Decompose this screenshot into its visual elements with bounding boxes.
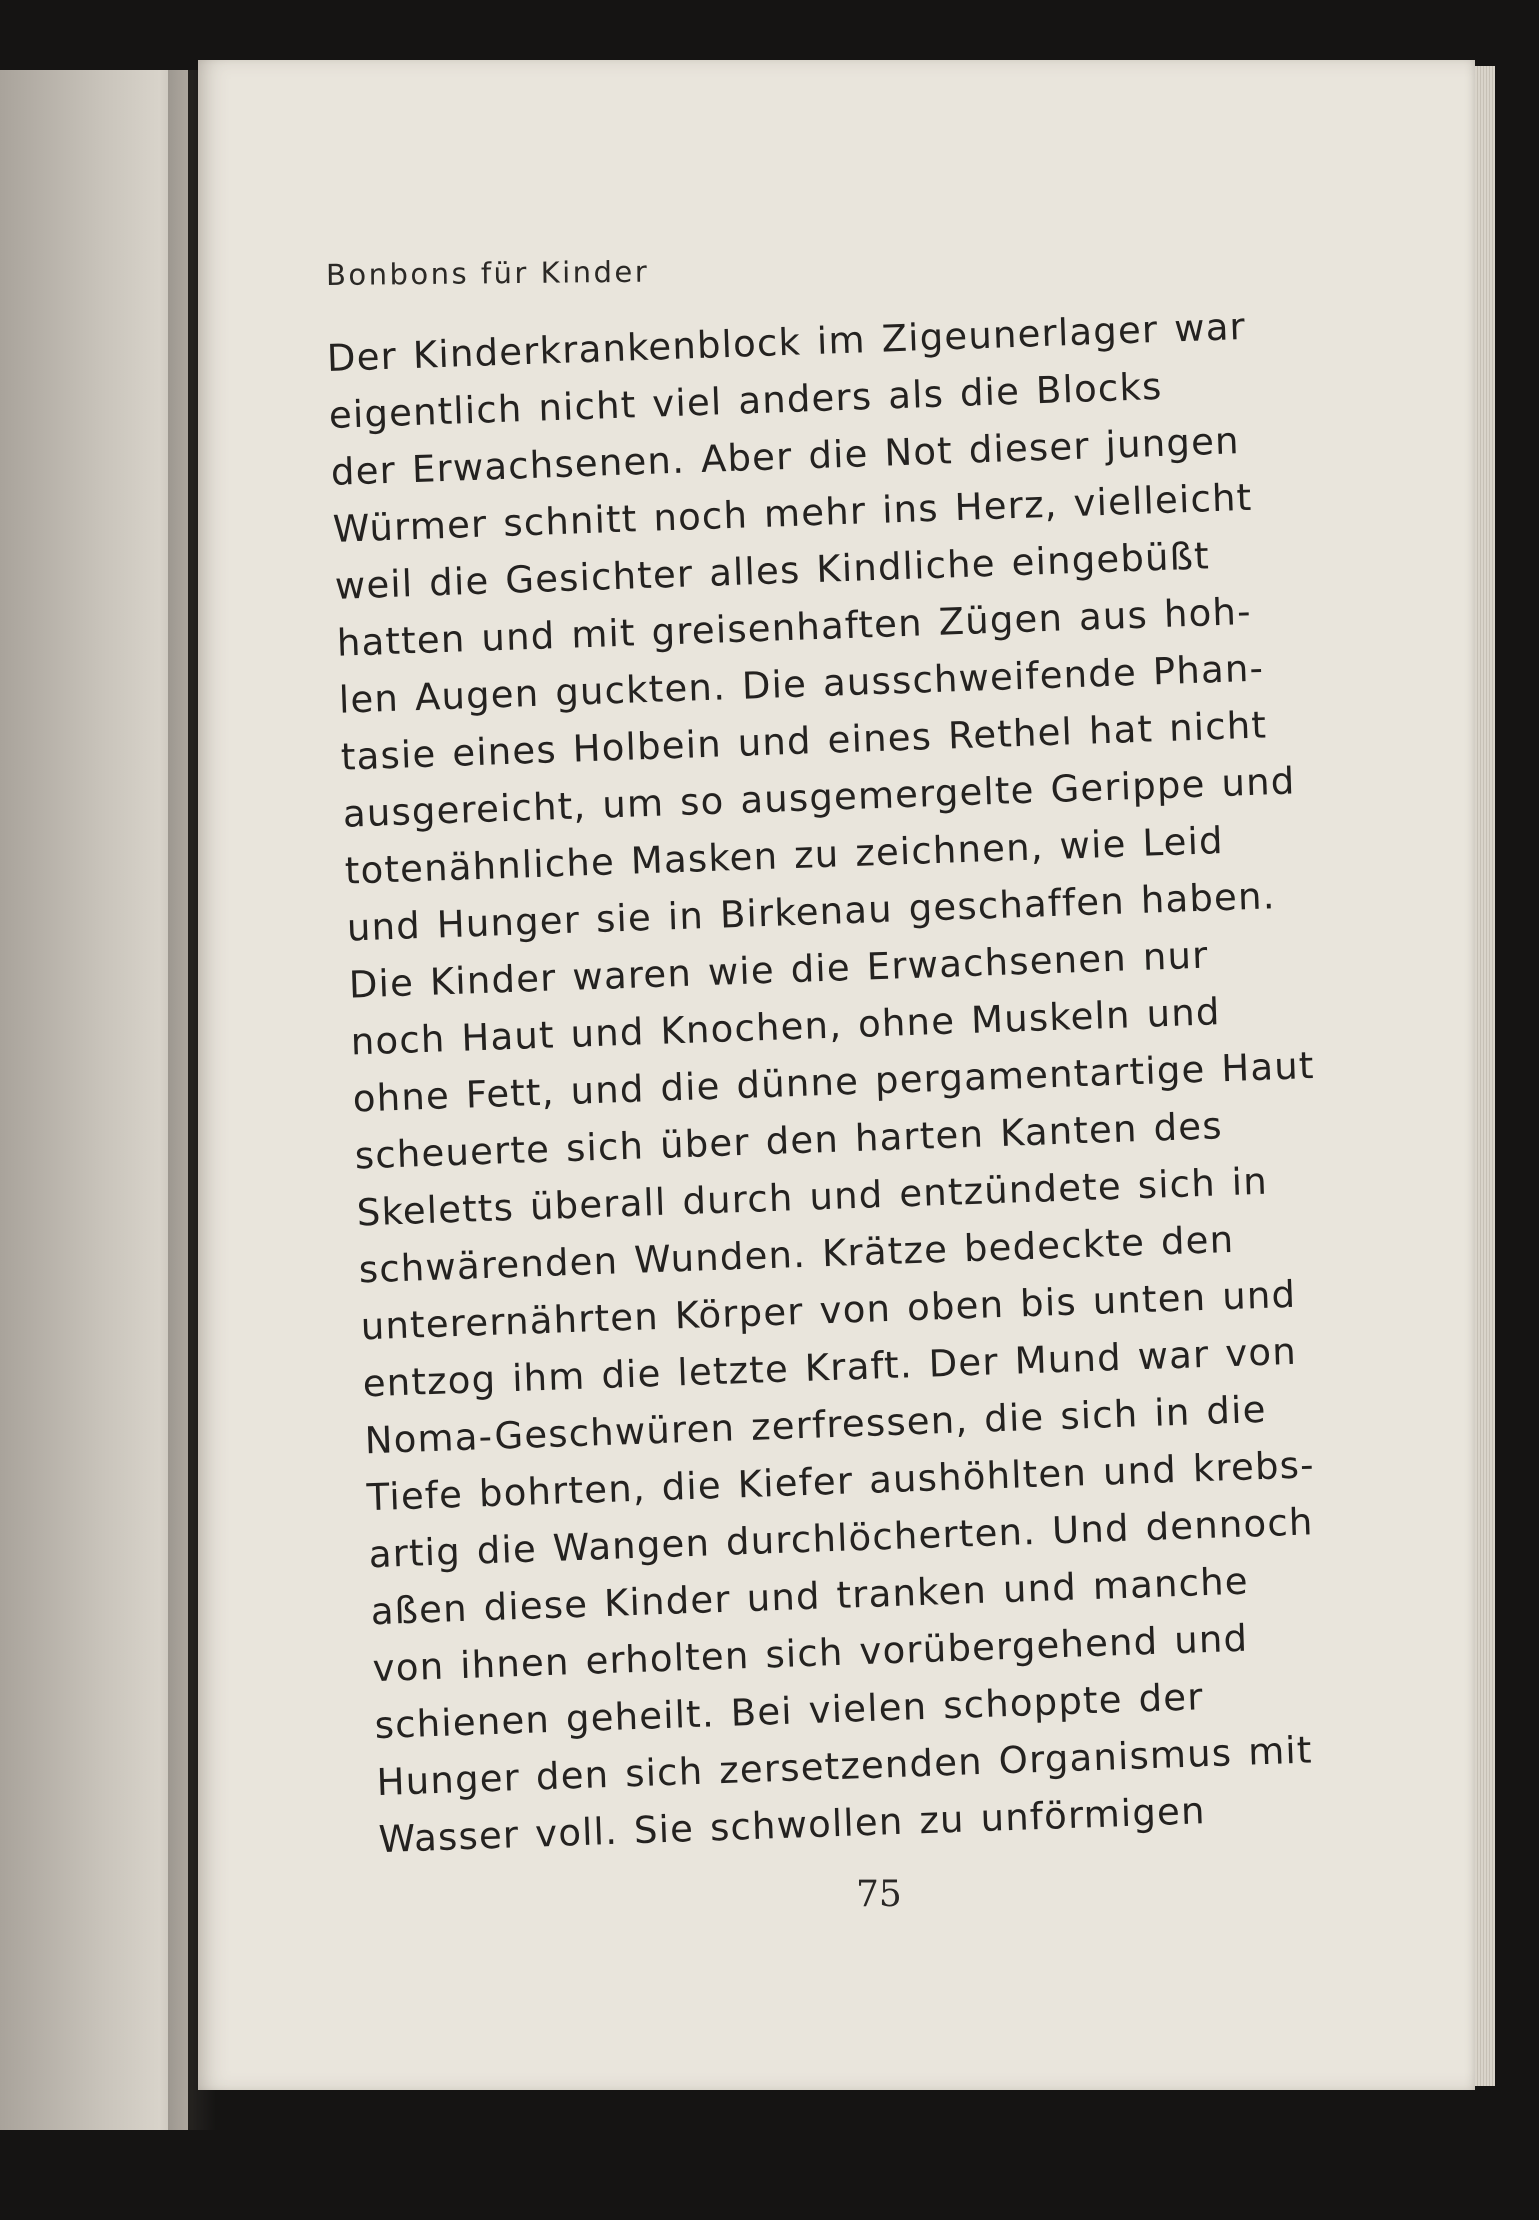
text-line: unterernährten Körper von oben bis unten und: [360, 1272, 1297, 1349]
text-line: Noma-Geschwüren zerfressen, die sich in die: [364, 1387, 1268, 1463]
text-line: eigentlich nicht viel anders als die Blocks: [328, 364, 1164, 437]
text-line: ausgereicht, um so ausgemergelte Gerippe und: [342, 759, 1297, 836]
running-head: Bonbons für Kinder: [325, 254, 650, 292]
text-line: Hunger den sich zersetzenden Organismus mit: [375, 1728, 1314, 1805]
text-line: Skeletts überall durch und entzündete sich in: [356, 1159, 1269, 1235]
text-line: ohne Fett, und die dünne pergamentartige Haut: [352, 1043, 1316, 1121]
text-line: noch Haut und Knochen, ohne Muskeln und: [350, 990, 1222, 1064]
text-line: Die Kinder waren wie die Erwachsenen nur: [348, 933, 1210, 1007]
text-line: Wasser voll. Sie schwollen zu unförmigen: [377, 1789, 1207, 1862]
text-line: tasie eines Holbein und eines Rethel hat nicht: [340, 703, 1268, 779]
text-line: Der Kinderkrankenblock im Zigeunerlager war: [326, 304, 1247, 380]
text-line: totenähnliche Masken zu zeichnen, wie Leid: [344, 818, 1225, 893]
text-line: hatten und mit greisenhaften Zügen aus hoh-: [336, 589, 1253, 665]
text-line: Tiefe bohrten, die Kiefer aushöhlten und krebs-: [366, 1443, 1316, 1520]
left-page: [0, 70, 188, 2130]
text-line: entzog ihm die letzte Kraft. Der Mund war von: [362, 1329, 1298, 1406]
text-line: scheuerte sich über den harten Kanten des: [354, 1104, 1224, 1178]
text-line: Würmer schnitt noch mehr ins Herz, vielleicht: [332, 475, 1254, 551]
text-line: von ihnen erholten sich vorübergehend und: [371, 1616, 1249, 1691]
page-edge: [1475, 66, 1495, 2086]
text-line: aßen diese Kinder und tranken und manche: [370, 1559, 1250, 1634]
text-line: schwärenden Wunden. Krätze bedeckte den: [358, 1217, 1235, 1292]
text-line: schienen geheilt. Bei vielen schoppte der: [373, 1675, 1205, 1748]
page-number: 75: [856, 1874, 902, 1915]
text-line: len Augen guckten. Die ausschweifende Phan-: [338, 646, 1265, 722]
text-line: der Erwachsenen. Aber die Not dieser jungen: [330, 419, 1241, 494]
text-line: artig die Wangen durchlöcherten. Und dennoch: [368, 1500, 1315, 1577]
text-line: weil die Gesichter alles Kindliche eingebüßt: [334, 534, 1211, 608]
text-line: und Hunger sie in Birkenau geschaffen haben.: [346, 874, 1277, 950]
body-text: [326, 294, 1399, 1868]
